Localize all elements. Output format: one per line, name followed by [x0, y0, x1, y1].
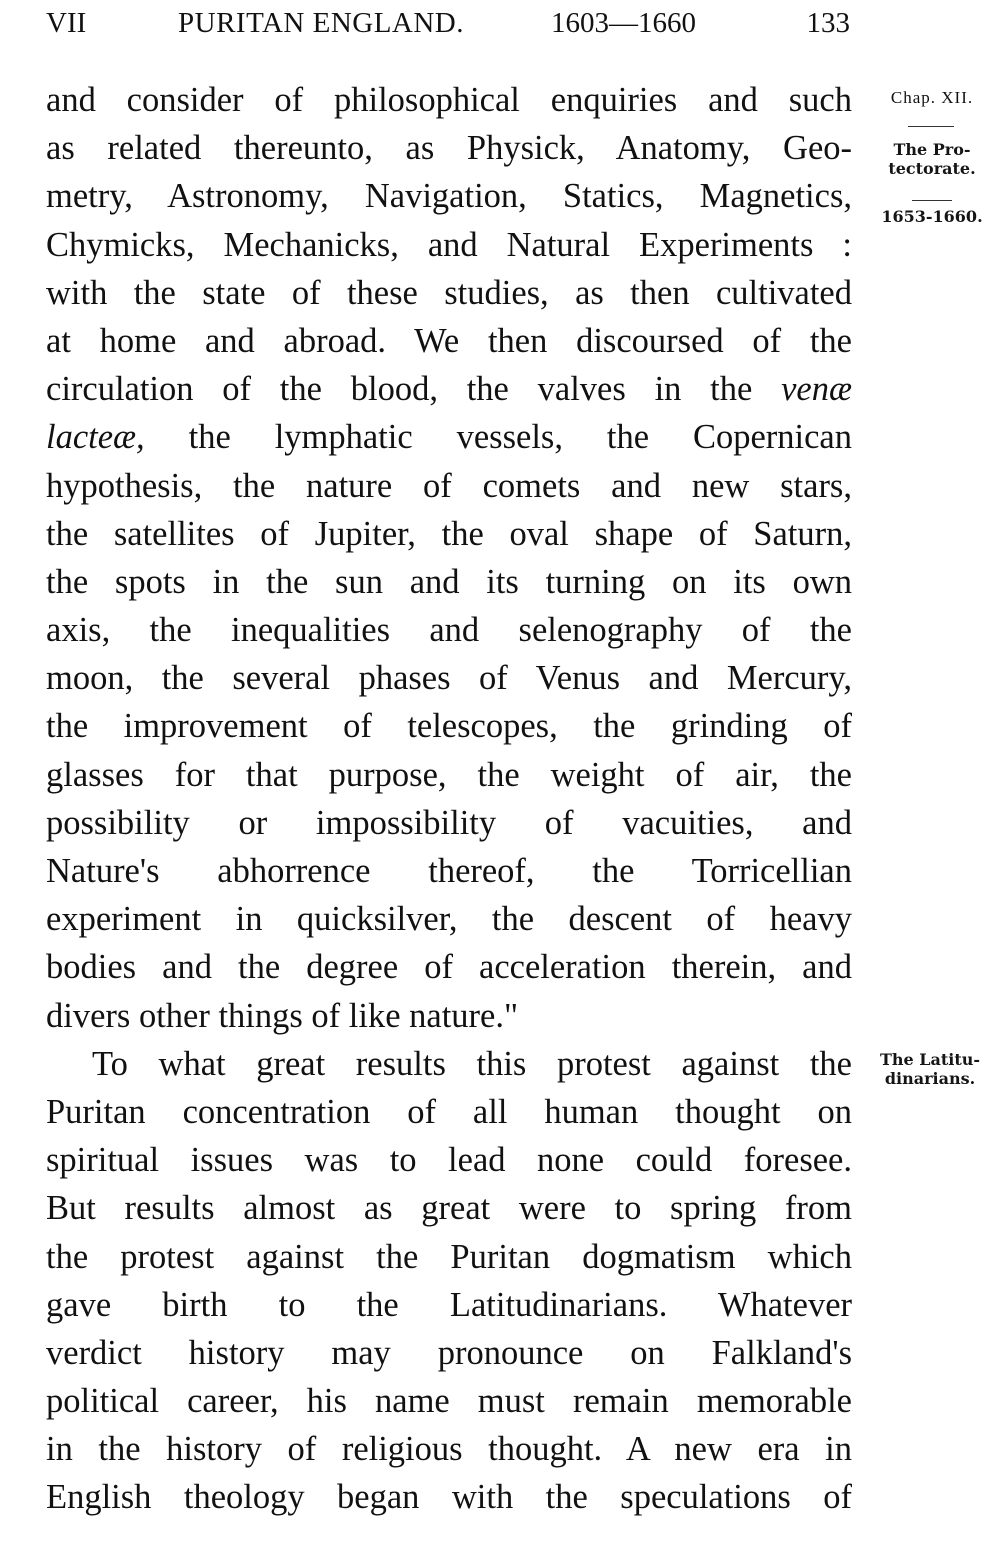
text-line: But results almost as great were to spring from: [46, 1189, 852, 1228]
text-line: political career, his name must remain memorable: [46, 1382, 852, 1421]
text-segment: circulation of the blood, the valves in the: [46, 370, 753, 409]
text-line: and consider of philosophical enquiries and such: [46, 81, 852, 119]
margin-rule-mid: [912, 200, 952, 201]
text-line: English theology began with the speculations of: [46, 1478, 852, 1517]
book-number: VII: [46, 7, 87, 39]
margin-note-protectorate-line1: The Pro-: [893, 140, 971, 159]
text-line: axis, the inequalities and selenography of the: [46, 611, 852, 650]
text-line: possibility or impossibility of vacuities, and: [46, 803, 852, 842]
text-line: as related thereunto, as Physick, Anatomy, Geo-: [46, 129, 852, 168]
paragraph-1: [46, 76, 852, 1040]
text-line: bodies and the degree of acceleration therein, and: [46, 948, 852, 987]
text-line: the satellites of Jupiter, the oval shape of Saturn,: [46, 514, 852, 553]
margin-note-latitudinarians-line2: dinarians.: [884, 1069, 976, 1088]
header-years: 1603—1660: [551, 7, 696, 39]
margin-note-latitudinarians-line1: The Latitu-: [879, 1050, 981, 1069]
text-line: the improvement of telescopes, the grinding of: [46, 707, 852, 746]
text-line: glasses for that purpose, the weight of air, the: [46, 755, 852, 794]
margin-note-protectorate-line2: tectorate.: [888, 159, 976, 178]
text-line: metry, Astronomy, Navigation, Statics, Magnetics,: [46, 177, 852, 216]
text-line: the spots in the sun and its turning on its own: [46, 562, 852, 601]
text-line: with the state of these studies, as then cultivated: [46, 273, 852, 312]
margin-chapter: Chap. XII.: [890, 88, 974, 107]
running-header: [46, 6, 850, 40]
text-line: verdict history may pronounce on Falkland's: [46, 1333, 852, 1372]
margin-note-years: 1653-1660.: [881, 207, 983, 226]
paragraph-2: [46, 1040, 852, 1522]
running-title: PURITAN ENGLAND.: [178, 7, 464, 39]
margin-rule-top: [908, 126, 954, 127]
text-segment: the lymphatic vessels, the Copernican: [144, 418, 852, 457]
text-line: hypothesis, the nature of comets and new stars,: [46, 466, 852, 505]
text-line: Nature's abhorrence thereof, the Torricellian: [46, 852, 852, 890]
text-line: divers other things of like nature.": [46, 996, 519, 1035]
text-line-mixed: [46, 413, 852, 461]
text-line: Puritan concentration of all human thought on: [46, 1092, 852, 1131]
text-line: gave birth to the Latitudinarians. Whatever: [46, 1285, 852, 1324]
margin-note-protectorate: [868, 140, 996, 178]
body-text: [46, 76, 852, 1522]
text-line: at home and abroad. We then discoursed of the: [46, 321, 852, 360]
text-line: Chymicks, Mechanicks, and Natural Experiments :: [46, 225, 852, 264]
text-line: experiment in quicksilver, the descent of heavy: [46, 900, 852, 939]
text-line-mixed: [46, 365, 852, 413]
margin-note-latitudinarians: [860, 1050, 1000, 1088]
page-number: 133: [806, 7, 850, 39]
italic-venae: venæ: [781, 370, 852, 409]
text-line: the protest against the Puritan dogmatism which: [46, 1237, 852, 1276]
text-line: in the history of religious thought. A new era in: [46, 1430, 852, 1469]
text-line: moon, the several phases of Venus and Mercury,: [46, 659, 852, 698]
italic-lacteae: lacteæ,: [46, 418, 145, 457]
text-line: To what great results this protest against the: [92, 1044, 852, 1083]
text-line: spiritual issues was to lead none could foresee.: [46, 1141, 852, 1180]
